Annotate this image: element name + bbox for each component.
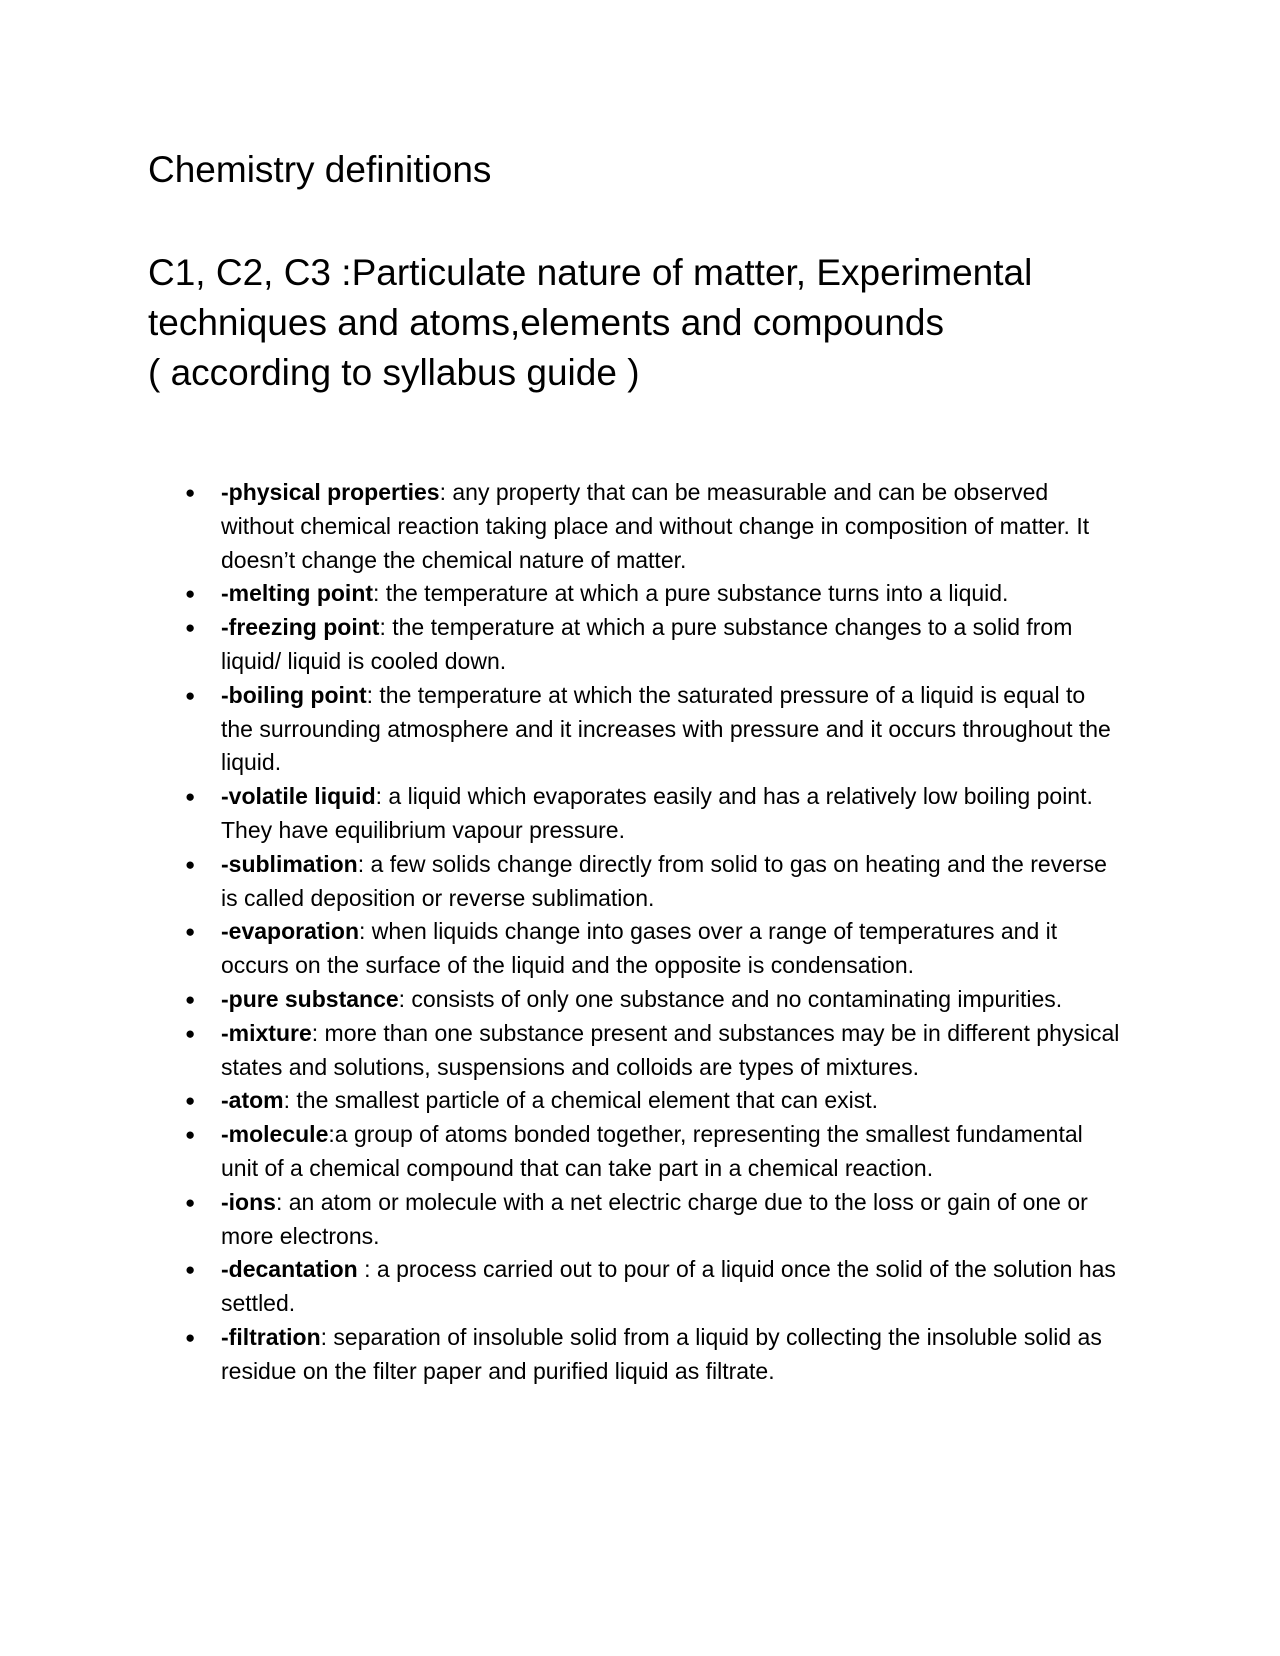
definition-text: : the temperature at which a pure substance changes to a solid from liquid/ liquid is cooled down.: [221, 614, 1073, 674]
definition-text: : separation of insoluble solid from a liquid by collecting the insoluble solid as residue on the filter paper and purified liquid as filtrate.: [221, 1323, 1102, 1384]
definition-text: :a group of atoms bonded together, representing the smallest fundamental unit of a chemical compound that can take part in a chemical reaction.: [221, 1121, 1083, 1181]
bullet-icon: ●: [185, 685, 196, 705]
definition-item: [0, 1321, 1121, 1389]
definition-text: : a process carried out to pour of a liquid once the solid of the solution has settled.: [221, 1256, 1116, 1317]
definition-term: -volatile liquid: [221, 783, 376, 810]
definition-term: -mixture: [221, 1019, 312, 1046]
bullet-icon: ●: [185, 922, 196, 942]
definition-item: [0, 611, 1121, 679]
section-heading: [148, 248, 1148, 398]
bullet-icon: ●: [185, 1091, 196, 1111]
section-heading-line: C1, C2, C3 :Particulate nature of matter, Experimental: [148, 252, 1033, 293]
definition-term: -freezing point: [221, 614, 380, 641]
bullet-icon: ●: [185, 483, 196, 502]
definition-text: : the temperature at which a pure substance turns into a liquid.: [373, 580, 1009, 607]
definition-item: [0, 1017, 1121, 1085]
section-heading-line: techniques and atoms,elements and compounds: [148, 302, 945, 343]
definition-item: [0, 780, 1121, 848]
definition-term: -pure substance: [221, 985, 399, 1012]
definition-text: : when liquids change into gases over a range of temperatures and it occurs on the surface of the liquid and the opposite is condensation.: [221, 918, 1058, 979]
document-title: Chemistry definitions: [148, 149, 492, 190]
bullet-icon: ●: [185, 1327, 196, 1347]
definition-item: [0, 915, 1121, 983]
definition-item: [0, 679, 1121, 780]
definition-term: -ions: [221, 1188, 276, 1215]
definition-term: -sublimation: [221, 850, 358, 877]
definition-term: -atom: [221, 1087, 284, 1114]
bullet-icon: ●: [185, 1260, 196, 1280]
bullet-icon: ●: [185, 989, 196, 1009]
definition-list: [0, 476, 1280, 1389]
bullet-icon: ●: [185, 584, 196, 604]
definition-text: : a few solids change directly from solid to gas on heating and the reverse is called deposition or reverse sublimation.: [221, 850, 1107, 911]
definition-item: [0, 577, 1121, 611]
definition-text: : a liquid which evaporates easily and has a relatively low boiling point. They have equilibrium vapour pressure.: [221, 783, 1093, 843]
definition-term: -boiling point: [221, 681, 367, 708]
definition-item: [0, 983, 1121, 1017]
definition-text: : the smallest particle of a chemical element that can exist.: [283, 1087, 879, 1114]
definition-text: : consists of only one substance and no contaminating impurities.: [398, 985, 1063, 1012]
definition-term: -decantation: [221, 1256, 358, 1283]
definition-item: [0, 476, 1121, 577]
definition-term: -molecule: [221, 1121, 329, 1148]
definition-text: : an atom or molecule with a net electric charge due to the loss or gain of one or more electrons.: [221, 1188, 1088, 1249]
definition-term: -melting point: [221, 580, 374, 607]
section-heading-line: ( according to syllabus guide ): [148, 352, 640, 393]
definition-item: [0, 848, 1121, 916]
bullet-icon: ●: [185, 1125, 196, 1145]
bullet-icon: ●: [185, 787, 196, 807]
definition-term: -physical properties: [221, 479, 440, 505]
definition-text: : the temperature at which the saturated pressure of a liquid is equal to the surrounding atmosphere and it increases with pressure and it occurs throughout the liquid.: [221, 681, 1111, 776]
definition-item: [0, 1186, 1121, 1254]
bullet-icon: ●: [185, 618, 196, 638]
definition-item: [0, 1118, 1121, 1186]
definition-item: [0, 1084, 1121, 1118]
definition-term: -filtration: [221, 1323, 321, 1350]
definition-text: : any property that can be measurable and can be observed without chemical reaction taking place and without change in composition of matter. It doesn’t change the chemical nature of matter.: [221, 479, 1090, 573]
definition-term: -evaporation: [221, 918, 360, 945]
bullet-icon: ●: [185, 854, 196, 874]
definition-item: [0, 1253, 1121, 1321]
bullet-icon: ●: [185, 1192, 196, 1212]
bullet-icon: ●: [185, 1023, 196, 1043]
definition-text: : more than one substance present and substances may be in different physical states and solutions, suspensions and colloids are types of mixtures.: [221, 1019, 1120, 1080]
